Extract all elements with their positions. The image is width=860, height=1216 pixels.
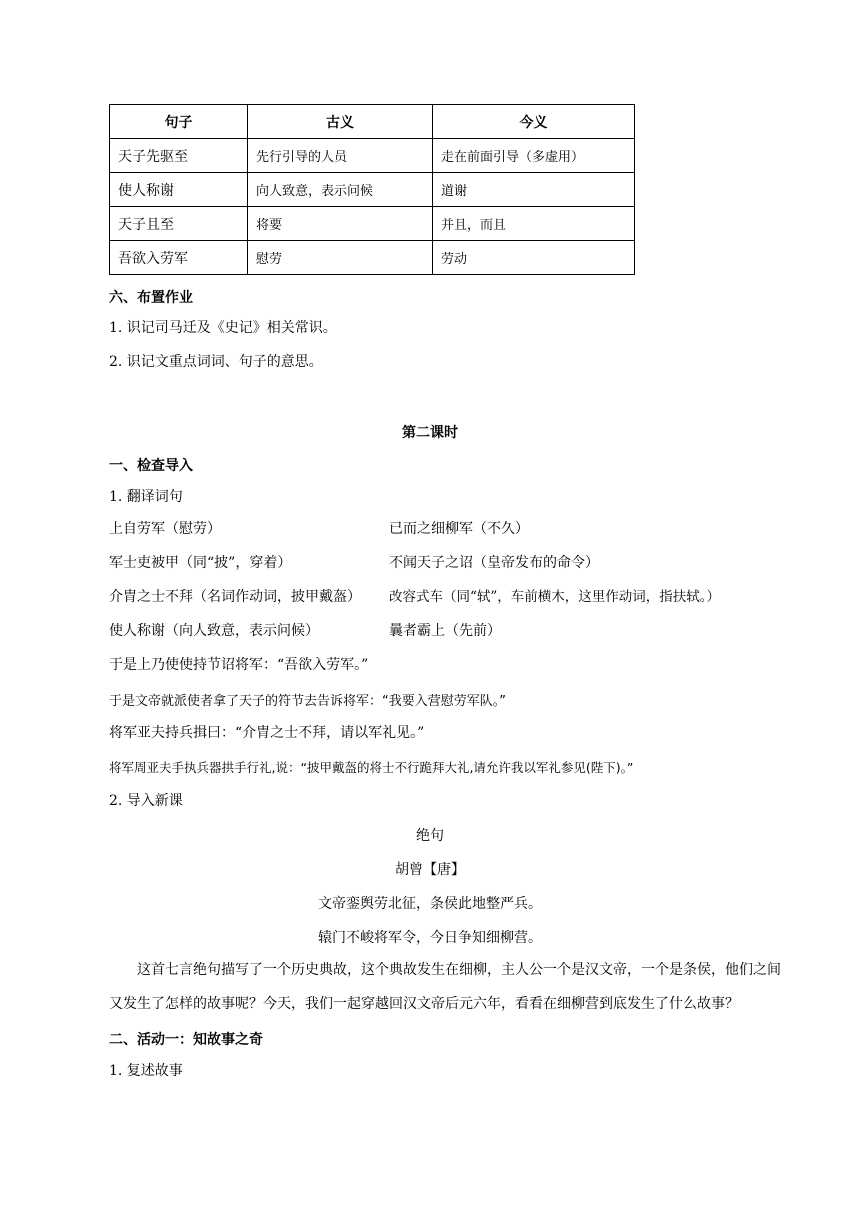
- table-cell: 使人称谢: [110, 173, 248, 207]
- vocab-item: 上自劳军（慰劳）: [109, 521, 221, 537]
- homework-item: 2. 识记文重点词词、句子的意思。: [109, 354, 323, 370]
- poem-line: 辕门不峻将军令，今日争知细柳营。: [318, 930, 542, 946]
- table-cell: 天子先驱至: [110, 139, 248, 173]
- table-cell: 先行引导的人员: [248, 139, 433, 173]
- table-row: [110, 241, 635, 275]
- homework-heading: 六、布置作业: [109, 290, 193, 306]
- table-header: 古义: [248, 105, 433, 139]
- table-cell: 慰劳: [248, 241, 433, 275]
- table-row: [110, 207, 635, 241]
- poem-author: 胡曾【唐】: [395, 862, 465, 878]
- section-heading: 二、活动一：知故事之奇: [109, 1032, 263, 1048]
- sub-heading: 1. 翻译词句: [109, 489, 183, 505]
- table-header-row: [110, 105, 635, 139]
- vocab-item: 使人称谢（向人致意，表示问候）: [109, 623, 319, 639]
- table-cell: 吾欲入劳军: [110, 241, 248, 275]
- original-sentence: 于是上乃使使持节诏将军：“吾欲入劳军。”: [109, 657, 369, 673]
- table-cell: 向人致意，表示问候: [248, 173, 433, 207]
- vocab-item: 已而之细柳军（不久）: [389, 521, 529, 537]
- table-header: 句子: [110, 105, 248, 139]
- lesson-title: 第二课时: [402, 425, 458, 441]
- vocab-item: 军士吏被甲（同“披”，穿着）: [109, 555, 292, 571]
- vocab-item: 改容式车（同“轼”，车前横木，这里作动词，指扶轼。）: [389, 589, 721, 605]
- intro-paragraph: 这首七言绝句描写了一个历史典故，这个典故发生在细柳，主人公一个是汉文帝，一个是条侯，他们之间又发生了怎样的故事呢？今天，我们一起穿越回汉文帝后元六年，看看在细柳营到底发生了什么故事？: [109, 962, 781, 1012]
- original-sentence: 将军亚夫持兵揖曰：“介胄之士不拜，请以军礼见。”: [109, 725, 425, 741]
- section-heading: 一、检查导入: [109, 458, 193, 474]
- vocab-item: 不闻天子之诏（皇帝发布的命令）: [389, 555, 599, 571]
- homework-item: 1. 识记司马迁及《史记》相关常识。: [109, 320, 337, 336]
- poem-line: 文帝銮舆劳北征，条侯此地整严兵。: [318, 896, 542, 912]
- table-cell: 道谢: [433, 173, 635, 207]
- sub-heading: 2. 导入新课: [109, 793, 183, 809]
- translation: 将军周亚夫手执兵器拱手行礼,说：“披甲戴盔的将士不行跪拜大礼,请允许我以军礼参见(陛下)。”: [109, 760, 634, 775]
- table-row: [110, 139, 635, 173]
- table-header: 今义: [433, 105, 635, 139]
- vocab-item: 介胄之士不拜（名词作动词，披甲戴盔）: [109, 589, 361, 605]
- table-row: [110, 173, 635, 207]
- sub-heading: 1. 复述故事: [109, 1063, 183, 1079]
- table-cell: 天子且至: [110, 207, 248, 241]
- vocab-item: 曩者霸上（先前）: [389, 623, 501, 639]
- translation: 于是文帝就派使者拿了天子的符节去告诉将军：“我要入营慰劳军队。”: [109, 694, 506, 709]
- word-meaning-table: [109, 104, 635, 275]
- table-cell: 将要: [248, 207, 433, 241]
- table-cell: 劳动: [433, 241, 635, 275]
- table-cell: 并且，而且: [433, 207, 635, 241]
- poem-title: 绝句: [416, 828, 444, 844]
- table-cell: 走在前面引导（多虚用）: [433, 139, 635, 173]
